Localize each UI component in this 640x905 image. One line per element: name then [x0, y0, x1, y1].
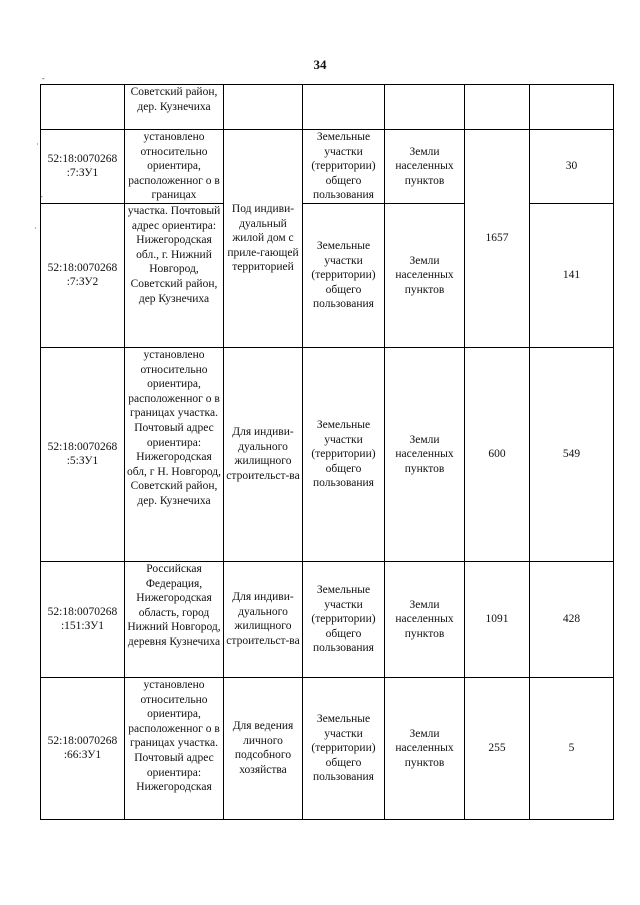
location-cell: установлено относительно ориентира, расположенног о в границах участка. Почтовый адрес ориентира: Нижегородская: [125, 677, 224, 819]
margin-mark: ·: [36, 140, 39, 149]
cadastral-number-cell: 52:18:0070268 :151:ЗУ1: [41, 561, 125, 677]
cadastral-number-cell: 52:18:0070268 :7:ЗУ2: [41, 203, 125, 347]
table-row: [41, 347, 614, 561]
permitted-use-cell: Для индиви-дуального жилищного строительст-ва: [224, 347, 303, 561]
total-area-cell: 600: [465, 347, 530, 561]
plot-category-cell: Земельные участки (территории) общего пользования: [303, 561, 385, 677]
plot-area-cell: [530, 85, 614, 130]
total-area-cell: 255: [465, 677, 530, 819]
land-category-cell: Земли населенных пунктов: [385, 347, 465, 561]
land-category-cell: [385, 85, 465, 130]
location-cell: Российская Федерация, Нижегородская область, город Нижний Новгород, деревня Кузнечиха: [125, 561, 224, 677]
page-number: 34: [313, 57, 327, 72]
permitted-use-cell: Для ведения личного подсобного хозяйства: [224, 677, 303, 819]
total-area-cell: 1657: [465, 130, 530, 348]
location-cell: участка. Почтовый адрес ориентира: Нижегородская обл., г. Нижний Новгород, Советский район, дер Кузнечиха: [125, 203, 224, 347]
permitted-use-cell: [224, 85, 303, 130]
plot-category-cell: Земельные участки (территории) общего пользования: [303, 203, 385, 347]
table-row: [41, 561, 614, 677]
margin-mark: -: [40, 192, 43, 201]
cadastral-number-cell: 52:18:0070268 :66:ЗУ1: [41, 677, 125, 819]
plot-category-cell: Земельные участки (территории) общего пользования: [303, 347, 385, 561]
total-area-cell: 1091: [465, 561, 530, 677]
permitted-use-cell: Для индиви-дуального жилищного строительст-ва: [224, 561, 303, 677]
cadastral-number-cell: 52:18:0070268 :7:ЗУ1: [41, 130, 125, 204]
land-category-cell: Земли населенных пунктов: [385, 130, 465, 204]
location-cell: установлено относительно ориентира, расположенног о в границах участка. Почтовый адрес ориентира: Нижегородская обл, г Н. Новгород, Советский район, дер. Кузнечиха: [125, 347, 224, 561]
plot-category-cell: Земельные участки (территории) общего пользования: [303, 677, 385, 819]
permitted-use-cell: Под индиви-дуальный жилой дом с приле-гающей территорией: [224, 130, 303, 348]
margin-mark: -: [42, 74, 45, 83]
land-category-cell: Земли населенных пунктов: [385, 677, 465, 819]
plot-area-cell: 549: [530, 347, 614, 561]
margin-mark: ·: [34, 224, 37, 233]
plot-category-cell: Земельные участки (территории) общего пользования: [303, 130, 385, 204]
table-row: [41, 677, 614, 819]
location-cell: Советский район, дер. Кузнечиха: [125, 85, 224, 130]
plot-area-cell: 30: [530, 130, 614, 204]
plot-area-cell: 141: [530, 203, 614, 347]
cadastral-number-cell: [41, 85, 125, 130]
plot-area-cell: 428: [530, 561, 614, 677]
plot-area-cell: 5: [530, 677, 614, 819]
table-row: [41, 130, 614, 204]
land-plots-table: [40, 84, 614, 820]
cadastral-number-cell: 52:18:0070268 :5:ЗУ1: [41, 347, 125, 561]
land-category-cell: Земли населенных пунктов: [385, 203, 465, 347]
total-area-cell: [465, 85, 530, 130]
location-cell: установлено относительно ориентира, расположенног о в границах: [125, 130, 224, 204]
table-row: [41, 85, 614, 130]
land-category-cell: Земли населенных пунктов: [385, 561, 465, 677]
plot-category-cell: [303, 85, 385, 130]
